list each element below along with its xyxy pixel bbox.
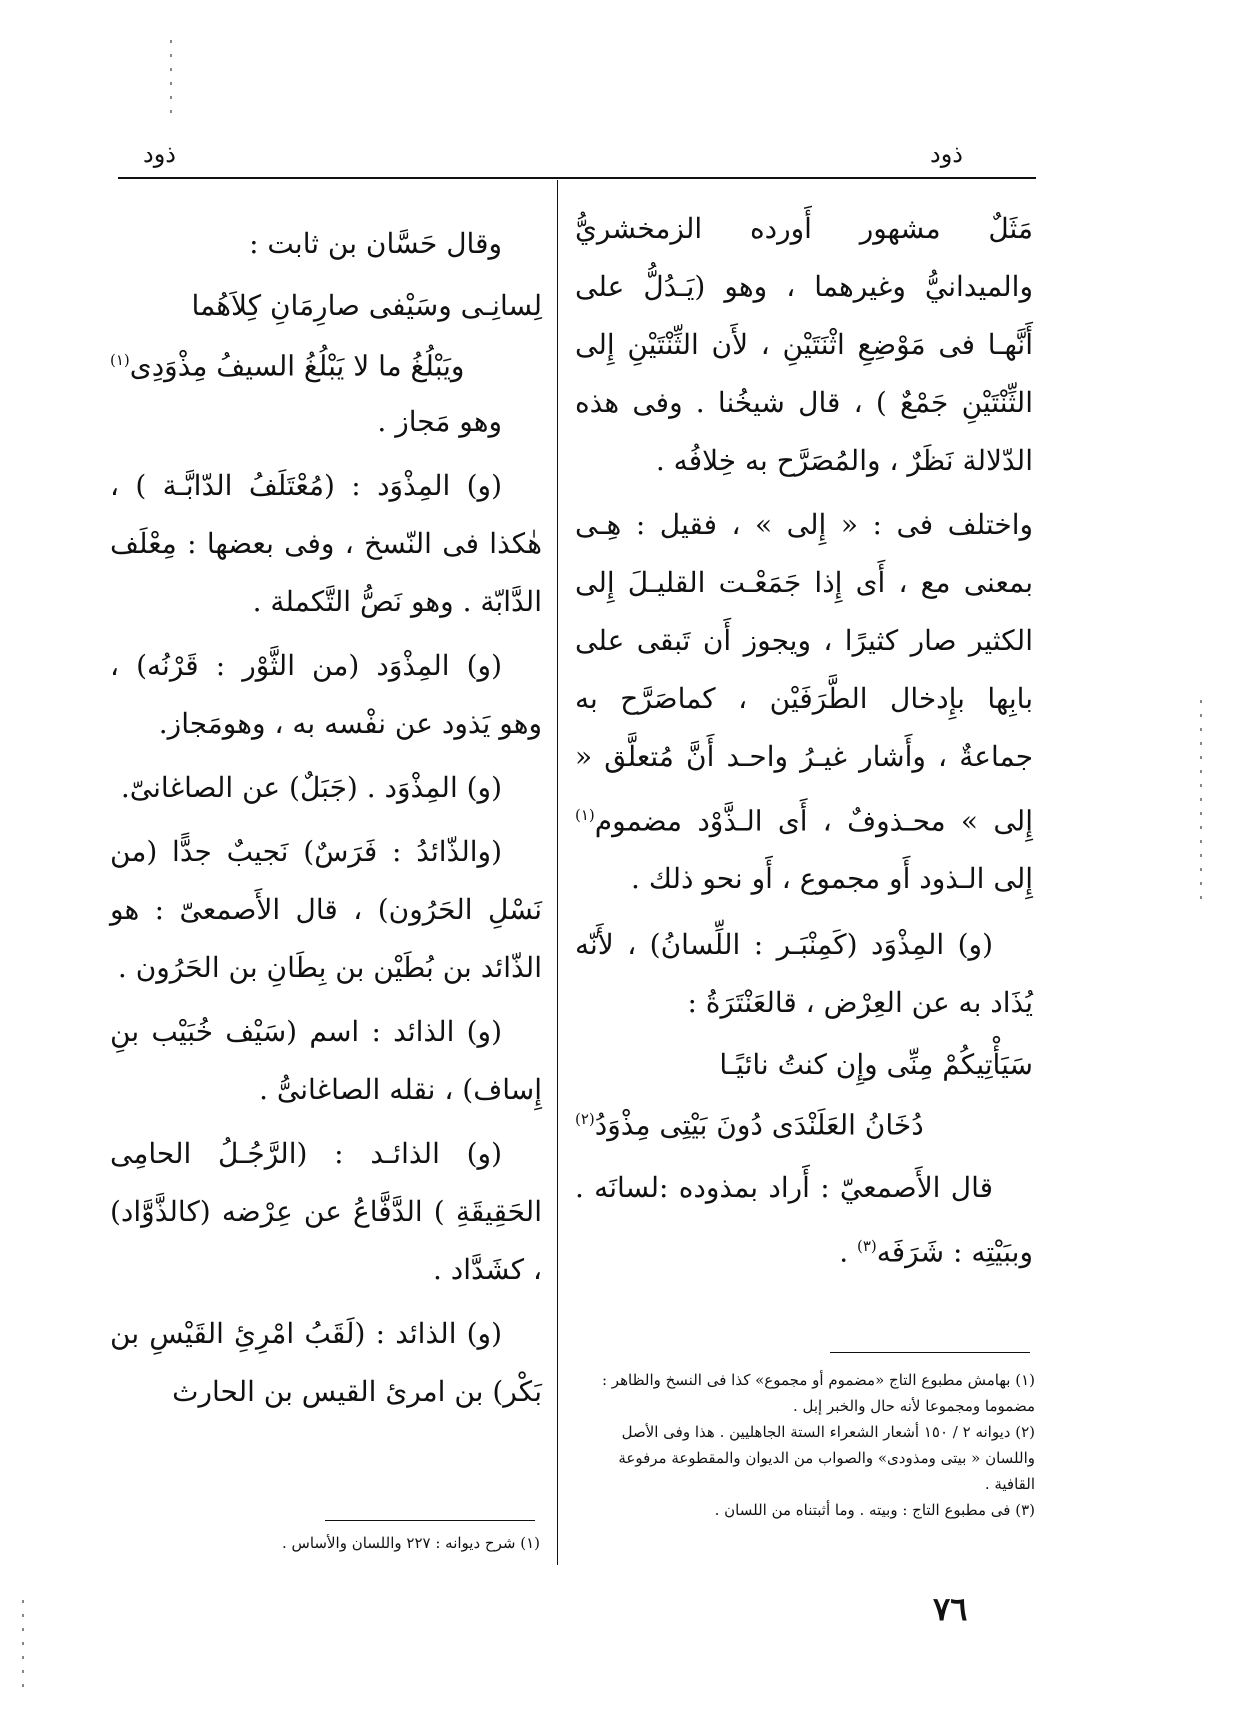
paragraph: مَثَلٌ مشهور أَورده الزمخشريُّ والميدانيُّ وغيرهما ، وهو (يَـدُلُّ على أَنَّهـا فى مَوْضِعِ اثْنَتَيْنِ ، لأَن الثِّنْتَيْنِ إِلى الثِّنْتَيْنِ جَمْعٌ ) ، قال شيخُنا . وفى هذه الدّلالة نَظَرٌ ، والمُصَرَّح به خِلافُه . [575,212,1033,477]
left-column [110,215,542,1427]
right-column [575,200,1033,1287]
running-header-right: ذود [930,140,963,168]
footnote-rule-left [325,1520,535,1521]
footnote-marker: (٢) [575,1110,595,1129]
footnote: (١) شرح ديوانه : ٢٢٧ واللسان والأساس . [282,1534,540,1552]
paragraph: وقال حَسَّان بن ثابت : [249,227,502,260]
paragraph-text: . [839,1234,849,1268]
scan-artifact [22,1600,24,1690]
verse-line [110,333,542,393]
paragraph: (و) الذائد : (لَقَبُ امْرِئِ القَيْسِ بن بَكْر) بن امرئ القيس بن الحارث [110,1317,542,1409]
paragraph: (و) المِذْوَد . (جَبَلٌ) عن الصاغانىّ. [120,771,502,805]
footnote: (٢) ديوانه ٢ / ١٥٠ أشعار الشعراء الستة الجاهليين . هذا وفى الأصل واللسان « بيتى ومذودى» والصواب من الديوان والمقطوعة مرفوعة القافية . [618,1423,1035,1493]
paragraph: (و) المِذْوَد : (مُعْتَلَفُ الدّابَّـة ) ، هٰكذا فى النّسخ ، وفى بعضها : مِعْلَف الدَّابّة . وهو نَصُّ التَّكملة . [110,469,542,619]
header-rule [118,177,1036,179]
paragraph-text: قال الأَصمعيّ : أَراد بمذوده :لسانَه . وببَيْتِه : شَرَفَه [575,1170,1033,1268]
footnotes-left [195,1530,540,1556]
scan-artifact [170,40,172,120]
paragraph-text: واختلف فى : « إِلى » ، فقيل : هِـى بمعنى مع ، أَى إِذا جَمَعْـت القليـلَ إِلى الكثير صار كثيرًا ، ويجوز أَن تَبقى على بابِها بإِدخال الطَّرَفَيْن ، كماصَرَّح به جماعةٌ ، وأَشار غيـرُ واحـد أَنَّ مُتعلَّق « إِلى » محـذوفٌ ، أَى الـذَّوْد مضموم [575,508,1033,838]
footnote-rule-right [830,1352,1030,1353]
verse-line: سَيَأْتِيكُمْ مِنِّى وإِن كنتُ نائيًـا [719,1048,1033,1082]
verse-line [575,1092,1033,1152]
running-header-left: ذود [143,140,176,168]
footnote: (١) بهامش مطبوع التاج «مضموم أو مجموع» كذا فى النسخ والظاهر : مضموما ومجموعا لأنه حال والخبر إبل . [601,1371,1035,1415]
paragraph-text: إِلى الـذود أَو مجموع ، أَو نحو ذلك . [631,862,1033,896]
verse-text: دُخَانُ العَلَنْدَى دُونَ بَيْتِى مِذْوَدُ [594,1108,924,1142]
paragraph: (و) الذائد : اسم (سَيْف خُبَيْب بنِ إِساف) ، نقله الصاغانىُّ . [110,1015,542,1107]
footnote-marker: (١) [575,806,595,824]
scan-artifact [1200,700,1202,900]
verse-line: لِسانِـى وسَيْفى صارِمَانِ كِلاَهُما [191,289,542,322]
page-number: ٧٦ [933,1590,968,1628]
paragraph: (و) الذائـد : (الرَّجُـلُ الحامِى الحَقِيقَةِ ) الدَّفَّاعُ عن عِرْضه (كالذَّوَّاد) ، كشَدَّاد . [110,1137,542,1287]
paragraph [575,496,1033,908]
paragraph: وهو مَجاز . [377,405,502,439]
column-divider [557,180,558,1565]
paragraph: (والذّائدُ : فَرَسٌ) نَجيبٌ جدًّا (من نَسْلِ الحَرُون) ، قال الأَصمعىّ : هو الذّائد بن بُطَيْن بن بِطَانِ بن الحَرُون . [110,835,542,985]
paragraph: (و) المِذْوَد (من الثَّوْر : قَرْنُه) ، وهو يَذود عن نفْسه به ، وهومَجاز. [110,649,542,741]
paragraph: (و) المِذْوَد (كَمِنْبَـر : اللِّسانُ) ، لأَنّه يُذَاد به عن العِرْض ، قالعَنْتَرَةُ : [575,928,1033,1020]
footnote-marker: (١) [110,351,130,369]
footnotes-right [575,1367,1035,1523]
verse-text: ويَبْلُغُ ما لا يَبْلُغُ السيفُ مِذْوَدِى [129,349,465,383]
paragraph [575,1159,1033,1281]
footnote-marker: (٣) [857,1236,877,1255]
footnote: (٣) فى مطبوع التاج : وبيته . وما أثبتناه من اللسان . [714,1501,1035,1519]
